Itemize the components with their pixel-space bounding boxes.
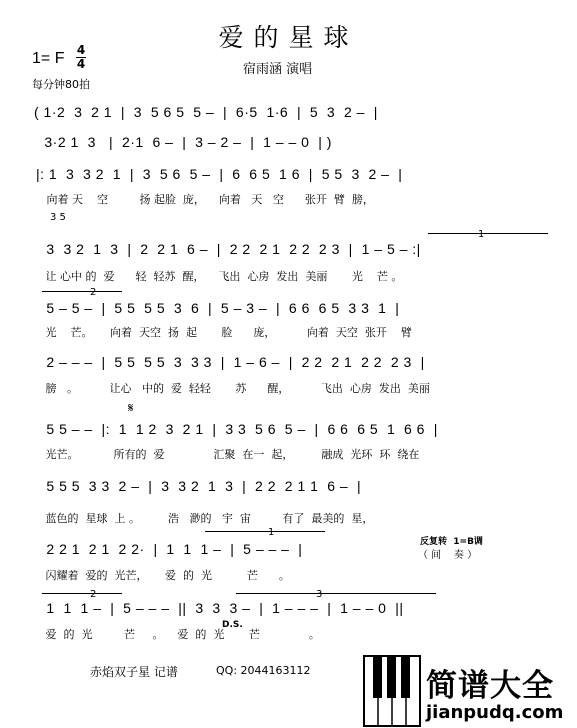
qq-contact: QQ: 2044163112 [216,664,311,677]
logo-title: 简谱大全 [426,668,554,704]
volta-3-number: 3 [316,589,323,600]
volta-1b-bracket [205,531,325,532]
score-row-9-lyrics: 闪耀着 爱的 光芒， 爱 的 光 芒 。 [42,569,290,582]
score-row-5-notes: 5 – 5 – | 5 5 5 5 3 6 | 5 – 3 – | 6 6 6 5 3 3 1 | [42,300,400,316]
key-signature: 1= F [32,50,65,67]
volta-2-bracket [42,291,122,292]
volta-2b-bracket [42,593,122,594]
piano-keys-icon [362,654,422,728]
score-row-7-lyrics: 光芒。 所有的 爱 汇聚 在一 起， 融成 光环 环 绕在 [42,448,420,461]
score-row-3-notes: |: 1 3 3 2 1 | 3 5 6 5 – | 6 6 5 1 6 | 5 5 3 2 – | [36,166,403,182]
singer-credit: 宿雨涵 演唱 [243,62,313,77]
volta-2b-number: 2 [90,589,97,600]
segno-sign: 𝄋 [128,401,134,416]
score-row-6-lyrics: 膀 。 让心 中的 爱 轻轻 苏 醒， 飞出 心房 发出 美丽 [42,382,430,395]
score-row-6-notes: 2 – – – | 5 5 5 5 3 3 3 | 1 – 6 – | 2 2 2 1 2 2 2 3 | [42,354,425,370]
score-row-8-lyrics: 蓝色的 星球 上 。 浩 渺的 宇 宙 有了 最美的 星， [42,512,374,525]
score-row-5-lyrics: 光 芒。 向着 天空 扬 起 脸 庞， 向着 天空 张开 臂 [42,326,412,339]
score-row-8-notes: 5 5 5 3 3 2 – | 3 3 2 1 3 | 2 2 2 1 1 6 – | [42,478,362,494]
volta-1b-number: 1 [268,527,275,538]
repeat-note-line2: （ 间 奏 ） [418,550,478,561]
score-row-7-notes: 5 5 – – |: 1 1 2 3 2 1 | 3 3 5 6 5 – | 6 6 6 5 1 6 6 | [42,421,438,437]
repeat-note-line1: 反复转 1=B调 [420,537,483,547]
volta-1-bracket [428,233,548,234]
song-title: 爱的星球 [218,23,359,52]
site-logo[interactable] [362,654,577,728]
score-row-9-notes: 2 2 1 2 1 2 2· | 1 1 1 – | 5 – – – | [42,541,303,557]
transcriber-credit: 赤焰双子星 记谱 [90,665,178,679]
score-row-10-notes: 1 1 1 – | 5 – – – || 3 3 3 – | 1 – – – | 1 – – 0 || [42,600,404,616]
score-row-2-notes: 3·2 1 3 | 2·1 6 – | 3 – 2 – | 1 – – 0 | ) [40,134,332,150]
time-signature [76,45,86,70]
score-row-4-lyrics: 让 心中 的 爱 轻 轻苏 醒， 飞出 心房 发出 美丽 光 芒 。 [42,270,403,283]
tempo-marking: 每分钟80拍 [32,78,90,91]
meter-top: 4 [76,43,86,57]
score-row-10-lyrics: 爱 的 光 芒 。 爱 的 光 芒 。 [42,628,320,641]
score-row-1-notes: ( 1·2 3 2 1 | 3 5 6 5 5 – | 6·5 1·6 | 5 3 2 – | [34,104,378,120]
volta-3-bracket [236,593,436,594]
score-row-3-lyrics: 向着 天 空 扬 起脸 庞， 向着 天 空 张开 臂 膀， [36,193,374,206]
ds-marking: D.S. [222,620,243,630]
chord-label: 3 5 [50,212,66,223]
volta-1-number: 1 [478,229,485,240]
logo-url: jianpudq.com [426,702,564,723]
volta-2-number: 2 [90,287,97,298]
score-row-4-notes: 3 3 2 1 3 | 2 2 1 6 – | 2 2 2 1 2 2 2 3 | 1 – 5 – :| [42,241,421,257]
meter-bottom: 4 [76,57,86,71]
